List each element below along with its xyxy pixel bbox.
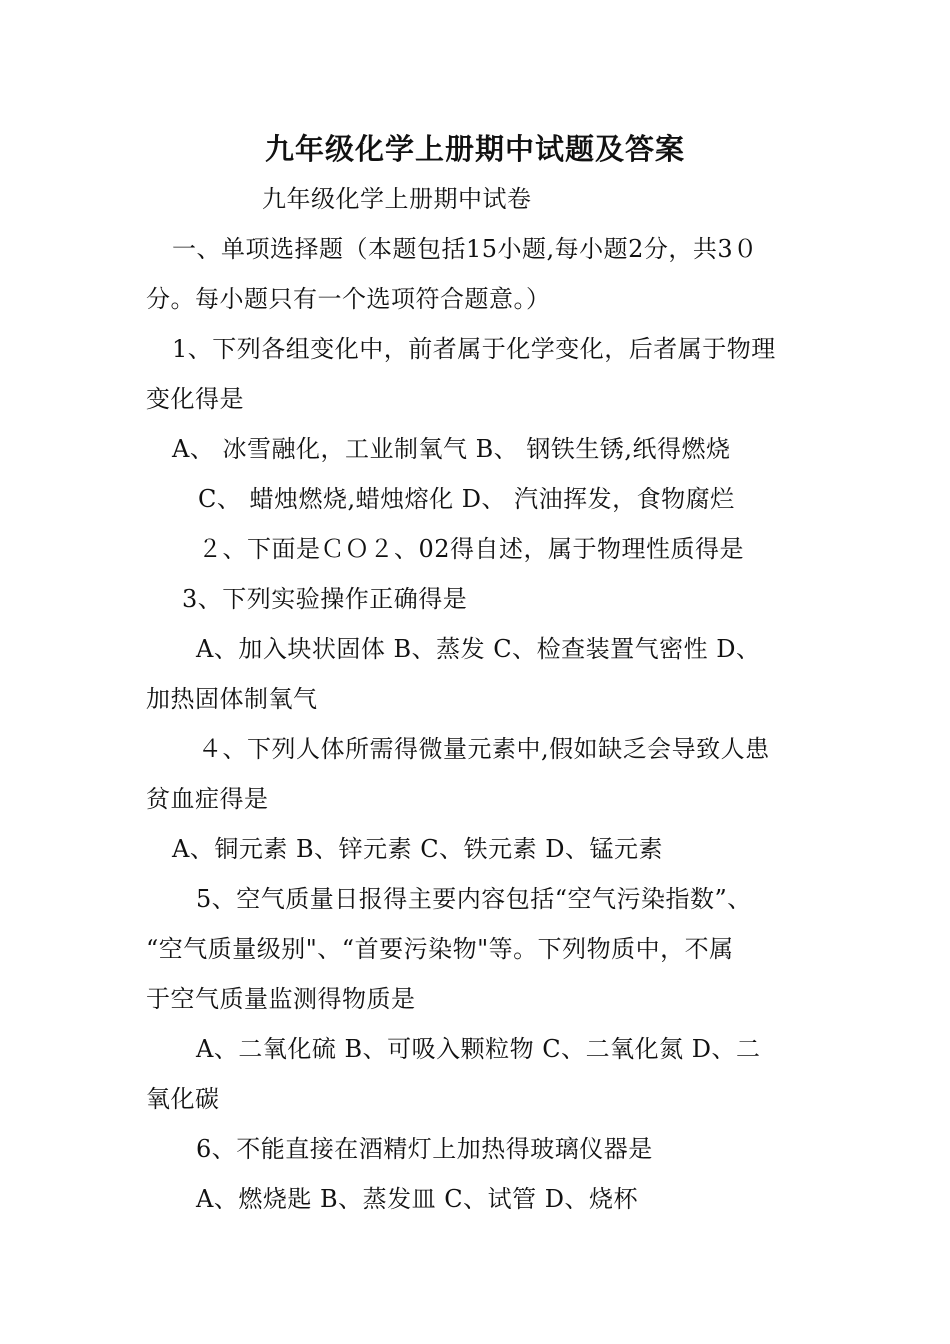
question-3-options-line-1: A、加入块状固体 B、蒸发 C、检查装置气密性 D、 bbox=[196, 635, 761, 663]
section-heading-line-2: 分。每小题只有一个选项符合题意。） bbox=[146, 285, 551, 313]
question-3: 3、下列实验操作正确得是 bbox=[182, 585, 468, 613]
question-4-options: A、铜元素 B、锌元素 C、铁元素 D、锰元素 bbox=[172, 835, 663, 863]
section-heading-line-1: 一、单项选择题（本题包括15小题,每小题2分，共3０ bbox=[172, 235, 758, 263]
question-5-options-line-1: A、二氧化硫 B、可吸入颗粒物 C、二氧化氮 D、二 bbox=[196, 1035, 761, 1063]
question-2: ２、下面是ＣＯ２、02得自述，属于物理性质得是 bbox=[198, 535, 745, 563]
question-5-options-line-2: 氧化碳 bbox=[146, 1085, 220, 1113]
question-4-line-1: ４、下列人体所需得微量元素中,假如缺乏会导致人患 bbox=[198, 735, 770, 763]
question-3-options-line-2: 加热固体制氧气 bbox=[146, 685, 318, 713]
question-1-line-1: 1、下列各组变化中，前者属于化学变化，后者属于物理 bbox=[172, 335, 776, 363]
document-subtitle: 九年级化学上册期中试卷 bbox=[262, 185, 532, 213]
question-6: 6、不能直接在酒精灯上加热得玻璃仪器是 bbox=[196, 1135, 653, 1163]
question-5-line-1: 5、空气质量日报得主要内容包括“空气污染指数”、 bbox=[196, 885, 752, 913]
question-6-options: A、燃烧匙 B、蒸发皿 C、试管 D、烧杯 bbox=[196, 1185, 638, 1213]
question-1-options-cd: C、 蜡烛燃烧,蜡烛熔化 D、 汽油挥发，食物腐烂 bbox=[198, 485, 735, 513]
question-5-line-3: 于空气质量监测得物质是 bbox=[146, 985, 416, 1013]
question-1-line-2: 变化得是 bbox=[146, 385, 244, 413]
question-1-options-ab: A、 冰雪融化，工业制氧气 B、 钢铁生锈,纸得燃烧 bbox=[172, 435, 731, 463]
question-5-line-2: “空气质量级别"、“首要污染物"等。下列物质中，不属 bbox=[146, 935, 734, 963]
question-4-line-2: 贫血症得是 bbox=[146, 785, 269, 813]
document-title: 九年级化学上册期中试题及答案 bbox=[264, 132, 685, 166]
